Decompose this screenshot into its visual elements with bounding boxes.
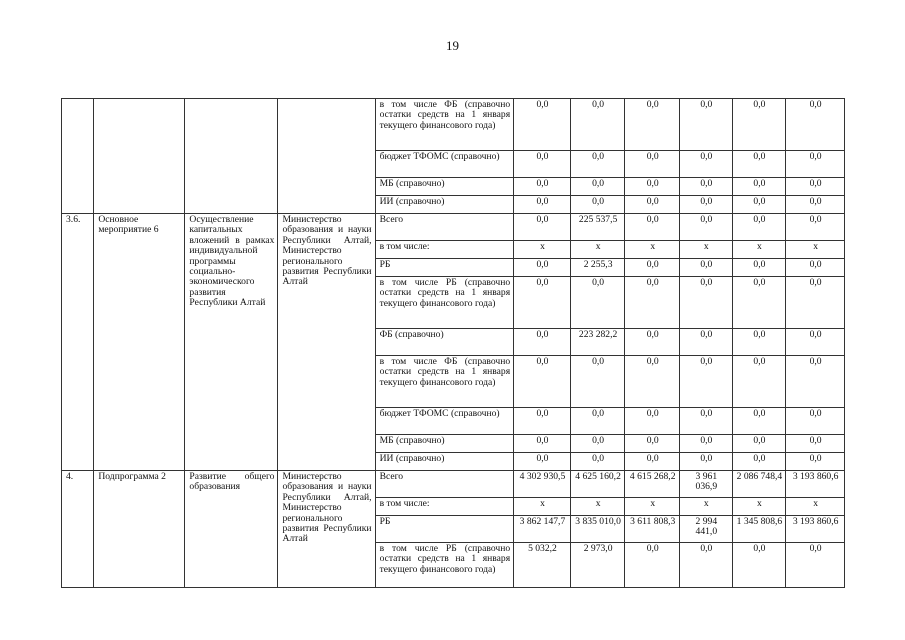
value-cell-year-1: х xyxy=(514,498,571,516)
value-cell-year-6: 0,0 xyxy=(786,196,845,214)
value-cell-year-3: 0,0 xyxy=(625,259,680,277)
value-cell-year-1: 0,0 xyxy=(514,196,571,214)
funding-source-cell: ИИ (справочно) xyxy=(375,196,514,214)
value-cell-year-5: 0,0 xyxy=(732,453,786,471)
value-cell-year-5: 2 086 748,4 xyxy=(732,471,786,498)
value-cell-year-5: 0,0 xyxy=(732,259,786,277)
value-cell-year-2: 223 282,2 xyxy=(570,329,625,356)
value-cell-year-4: 0,0 xyxy=(680,543,733,588)
value-cell-year-5: 0,0 xyxy=(732,408,786,435)
value-cell-year-1: 0,0 xyxy=(514,259,571,277)
value-cell-year-3: 0,0 xyxy=(625,196,680,214)
value-cell-year-1: х xyxy=(514,241,571,259)
value-cell-year-5: 0,0 xyxy=(732,356,786,408)
funding-source-cell: РБ xyxy=(375,516,514,543)
value-cell-year-3: 4 615 268,2 xyxy=(625,471,680,498)
value-cell-year-6: 0,0 xyxy=(786,277,845,329)
event-name-cell: Подпрограмма 2 xyxy=(94,471,185,588)
value-cell-year-2: 2 255,3 xyxy=(570,259,625,277)
value-cell-year-1: 0,0 xyxy=(514,408,571,435)
value-cell-year-2: 0,0 xyxy=(570,453,625,471)
value-cell-year-1: 3 862 147,7 xyxy=(514,516,571,543)
value-cell-year-4: 3 961 036,9 xyxy=(680,471,733,498)
executor-cell: Министерство образования и науки Республики Алтай, Министерство регионального развития Республики Алтай xyxy=(278,214,375,471)
value-cell-year-4: 0,0 xyxy=(680,435,733,453)
funding-source-cell: в том числе ФБ (справочно остатки средств на 1 января текущего финансового года) xyxy=(375,99,514,151)
value-cell-year-1: 0,0 xyxy=(514,99,571,151)
value-cell-year-5: 0,0 xyxy=(732,277,786,329)
value-cell-year-5: 0,0 xyxy=(732,214,786,241)
value-cell-year-4: 0,0 xyxy=(680,277,733,329)
row-number-cell xyxy=(62,99,94,214)
value-cell-year-2: 0,0 xyxy=(570,99,625,151)
value-cell-year-6: 3 193 860,6 xyxy=(786,471,845,498)
value-cell-year-6: 0,0 xyxy=(786,329,845,356)
value-cell-year-6: 0,0 xyxy=(786,408,845,435)
table-row xyxy=(62,214,845,241)
value-cell-year-2: 4 625 160,2 xyxy=(570,471,625,498)
value-cell-year-4: х xyxy=(680,241,733,259)
funding-source-cell: в том числе ФБ (справочно остатки средств на 1 января текущего финансового года) xyxy=(375,356,514,408)
value-cell-year-3: х xyxy=(625,498,680,516)
funding-source-cell: Всего xyxy=(375,471,514,498)
value-cell-year-5: 0,0 xyxy=(732,99,786,151)
value-cell-year-4: 0,0 xyxy=(680,196,733,214)
value-cell-year-6: 3 193 860,6 xyxy=(786,516,845,543)
value-cell-year-6: 0,0 xyxy=(786,356,845,408)
value-cell-year-4: 0,0 xyxy=(680,214,733,241)
value-cell-year-1: 0,0 xyxy=(514,329,571,356)
table-row xyxy=(62,471,845,498)
table-row xyxy=(62,99,845,151)
value-cell-year-4: 0,0 xyxy=(680,453,733,471)
event-goal-cell: Осуществление капитальных вложений в рамках индивидуальной программы социально-экономического развития Республики Алтай xyxy=(185,214,278,471)
value-cell-year-4: 0,0 xyxy=(680,178,733,196)
funding-source-cell: МБ (справочно) xyxy=(375,435,514,453)
value-cell-year-6: х xyxy=(786,241,845,259)
value-cell-year-5: х xyxy=(732,241,786,259)
value-cell-year-3: 3 611 808,3 xyxy=(625,516,680,543)
executor-cell xyxy=(278,99,375,214)
value-cell-year-2: 0,0 xyxy=(570,435,625,453)
value-cell-year-2: 0,0 xyxy=(570,196,625,214)
value-cell-year-1: 0,0 xyxy=(514,435,571,453)
value-cell-year-4: 0,0 xyxy=(680,99,733,151)
value-cell-year-2: 0,0 xyxy=(570,151,625,178)
value-cell-year-2: 0,0 xyxy=(570,178,625,196)
value-cell-year-5: 0,0 xyxy=(732,178,786,196)
funding-source-cell: РБ xyxy=(375,259,514,277)
value-cell-year-4: 0,0 xyxy=(680,408,733,435)
value-cell-year-5: х xyxy=(732,498,786,516)
budget-table xyxy=(61,98,845,588)
value-cell-year-2: 2 973,0 xyxy=(570,543,625,588)
value-cell-year-6: 0,0 xyxy=(786,543,845,588)
row-number-cell: 4. xyxy=(62,471,94,588)
value-cell-year-4: 0,0 xyxy=(680,329,733,356)
value-cell-year-1: 5 032,2 xyxy=(514,543,571,588)
event-name-cell: Основное мероприятие 6 xyxy=(94,214,185,471)
event-goal-cell: Развитие общего образования xyxy=(185,471,278,588)
value-cell-year-3: 0,0 xyxy=(625,435,680,453)
funding-source-cell: бюджет ТФОМС (справочно) xyxy=(375,151,514,178)
value-cell-year-4: 2 994 441,0 xyxy=(680,516,733,543)
value-cell-year-1: 0,0 xyxy=(514,453,571,471)
value-cell-year-3: 0,0 xyxy=(625,151,680,178)
value-cell-year-1: 0,0 xyxy=(514,277,571,329)
value-cell-year-3: 0,0 xyxy=(625,99,680,151)
value-cell-year-6: х xyxy=(786,498,845,516)
value-cell-year-3: 0,0 xyxy=(625,408,680,435)
funding-source-cell: в том числе РБ (справочно остатки средств на 1 января текущего финансового года) xyxy=(375,277,514,329)
value-cell-year-4: 0,0 xyxy=(680,151,733,178)
value-cell-year-5: 0,0 xyxy=(732,151,786,178)
executor-cell: Министерство образования и науки Республики Алтай, Министерство регионального развития Республики Алтай xyxy=(278,471,375,588)
value-cell-year-2: 0,0 xyxy=(570,356,625,408)
value-cell-year-6: 0,0 xyxy=(786,435,845,453)
value-cell-year-5: 0,0 xyxy=(732,543,786,588)
value-cell-year-4: х xyxy=(680,498,733,516)
funding-source-cell: в том числе РБ (справочно остатки средств на 1 января текущего финансового года) xyxy=(375,543,514,588)
value-cell-year-4: 0,0 xyxy=(680,259,733,277)
value-cell-year-5: 0,0 xyxy=(732,435,786,453)
value-cell-year-6: 0,0 xyxy=(786,178,845,196)
value-cell-year-6: 0,0 xyxy=(786,453,845,471)
value-cell-year-3: 0,0 xyxy=(625,214,680,241)
page-number: 19 xyxy=(446,38,459,53)
event-name-cell xyxy=(94,99,185,214)
value-cell-year-6: 0,0 xyxy=(786,99,845,151)
value-cell-year-3: 0,0 xyxy=(625,453,680,471)
value-cell-year-3: 0,0 xyxy=(625,543,680,588)
funding-source-cell: ИИ (справочно) xyxy=(375,453,514,471)
value-cell-year-3: 0,0 xyxy=(625,178,680,196)
value-cell-year-2: х xyxy=(570,498,625,516)
value-cell-year-1: 0,0 xyxy=(514,178,571,196)
event-goal-cell xyxy=(185,99,278,214)
value-cell-year-2: 225 537,5 xyxy=(570,214,625,241)
funding-source-cell: МБ (справочно) xyxy=(375,178,514,196)
funding-source-cell: бюджет ТФОМС (справочно) xyxy=(375,408,514,435)
funding-source-cell: ФБ (справочно) xyxy=(375,329,514,356)
value-cell-year-2: 0,0 xyxy=(570,277,625,329)
value-cell-year-6: 0,0 xyxy=(786,259,845,277)
value-cell-year-3: 0,0 xyxy=(625,356,680,408)
value-cell-year-4: 0,0 xyxy=(680,356,733,408)
value-cell-year-2: 3 835 010,0 xyxy=(570,516,625,543)
value-cell-year-5: 0,0 xyxy=(732,196,786,214)
value-cell-year-6: 0,0 xyxy=(786,151,845,178)
value-cell-year-5: 1 345 808,6 xyxy=(732,516,786,543)
value-cell-year-3: 0,0 xyxy=(625,277,680,329)
row-number-cell: 3.6. xyxy=(62,214,94,471)
value-cell-year-1: 4 302 930,5 xyxy=(514,471,571,498)
value-cell-year-1: 0,0 xyxy=(514,214,571,241)
value-cell-year-3: х xyxy=(625,241,680,259)
value-cell-year-2: х xyxy=(570,241,625,259)
value-cell-year-3: 0,0 xyxy=(625,329,680,356)
funding-source-cell: Всего xyxy=(375,214,514,241)
value-cell-year-1: 0,0 xyxy=(514,151,571,178)
value-cell-year-2: 0,0 xyxy=(570,408,625,435)
funding-source-cell: в том числе: xyxy=(375,498,514,516)
value-cell-year-6: 0,0 xyxy=(786,214,845,241)
funding-source-cell: в том числе: xyxy=(375,241,514,259)
value-cell-year-1: 0,0 xyxy=(514,356,571,408)
value-cell-year-5: 0,0 xyxy=(732,329,786,356)
